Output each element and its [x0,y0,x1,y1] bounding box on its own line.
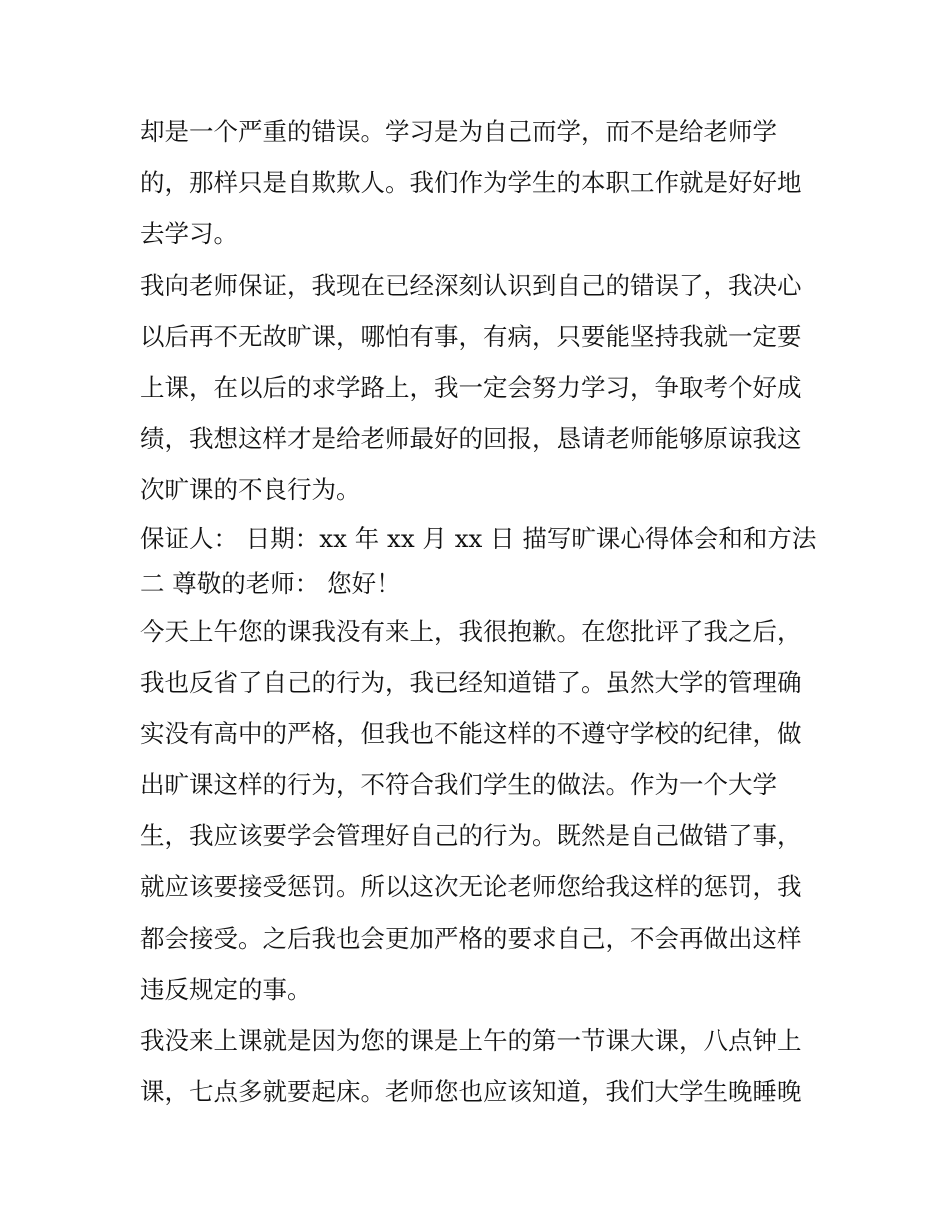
text-line: 都会接受。之后我也会更加严格的要求自己，不会再做出这样 [140,923,802,953]
text-line: 生，我应该要学会管理好自己的行为。既然是自己做错了事， [140,821,802,851]
text-line: 以后再不无故旷课，哪怕有事，有病，只要能坚持我就一定要 [140,321,802,351]
text-line: 却是一个严重的错误。学习是为自己而学，而不是给老师学 [140,117,777,146]
text-line: 次旷课的不良行为。 [140,475,361,505]
text-line: 我也反省了自己的行为，我已经知道错了。虽然大学的管理确 [140,667,802,697]
text-line: 上课，在以后的求学路上，我一定会努力学习，争取考个好成 [140,372,802,402]
text-line: 出旷课这样的行为，不符合我们学生的做法。作为一个大学 [140,770,777,800]
text-line: 实没有高中的严格，但我也不能这样的不遵守学校的纪律，做 [140,718,802,748]
signature-line: 保证人： 日期：xx 年 xx 月 xx 日 描写旷课心得体会和和方法 [140,523,817,553]
text-line: 我没来上课就是因为您的课是上午的第一节课大课，八点钟上 [140,1026,802,1055]
text-line: 我向老师保证，我现在已经深刻认识到自己的错误了，我决心 [140,270,802,300]
text-line: 的，那样只是自欺欺人。我们作为学生的本职工作就是好好地 [140,168,802,198]
text-line: 违反规定的事。 [140,974,312,1004]
text-line: 今天上午您的课我没有来上，我很抱歉。在您批评了我之后， [140,616,802,646]
text-line: 课，七点多就要起床。老师您也应该知道，我们大学生晚睡晚 [140,1077,802,1107]
greeting-line: 二 尊敬的老师： 您好！ [140,568,401,598]
text-line: 就应该要接受惩罚。所以这次无论老师您给我这样的惩罚，我 [140,872,802,902]
document-body [140,106,820,1117]
text-line: 绩，我想这样才是给老师最好的回报，恳请老师能够原谅我这 [140,424,802,454]
text-line: 去学习。 [140,219,238,249]
